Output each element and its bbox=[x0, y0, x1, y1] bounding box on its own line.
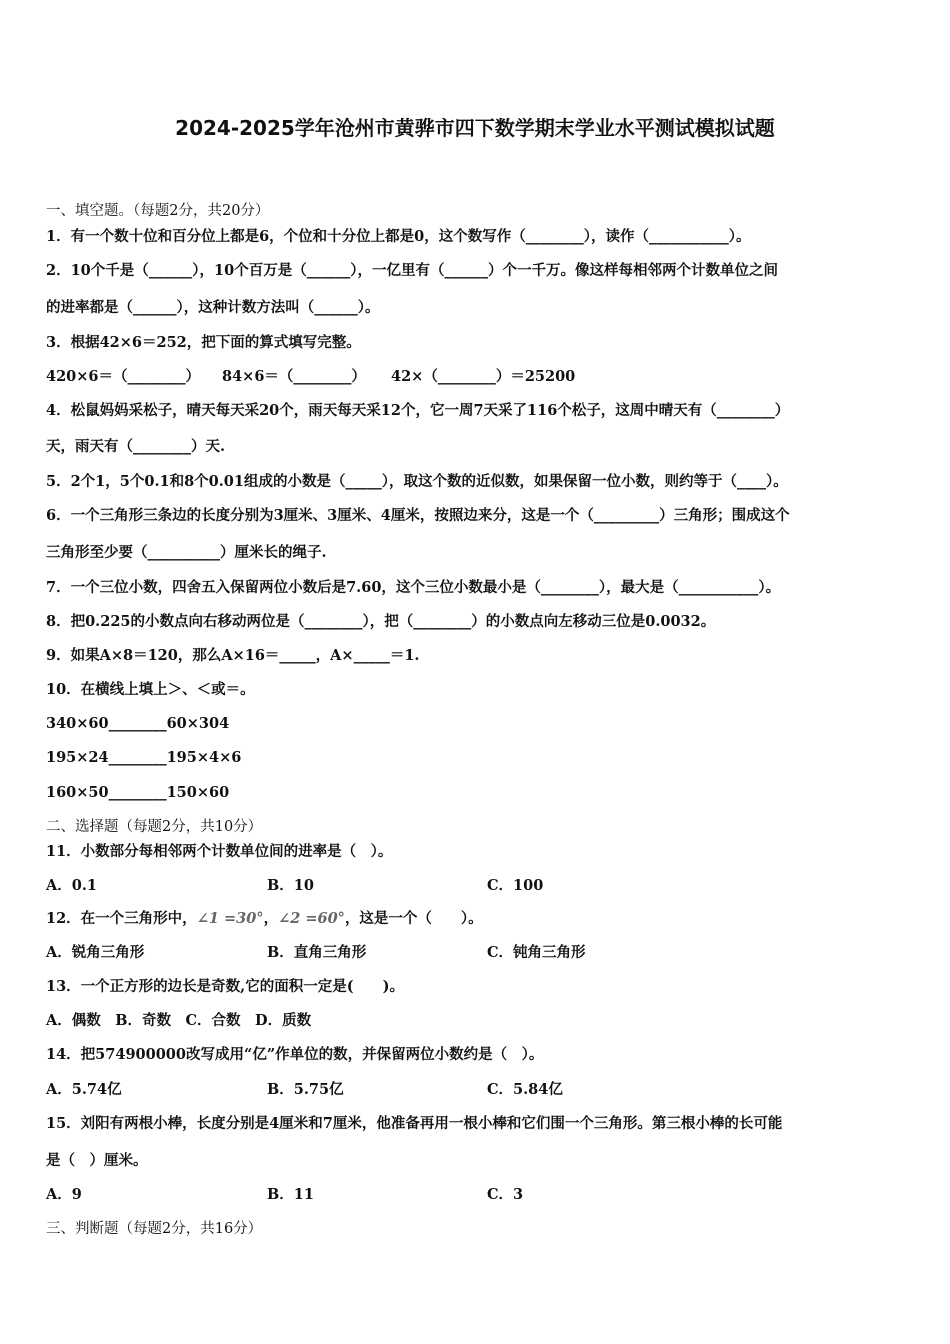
question-9: 9．如果A×8＝120，那么A×16＝_____，A×_____＝1. bbox=[46, 647, 420, 664]
question-10-item: 160×50________150×60 bbox=[46, 784, 230, 801]
question-10-item: 340×60________60×304 bbox=[46, 715, 230, 732]
option-c: C．3 bbox=[487, 1186, 524, 1203]
option-b: B．10 bbox=[267, 877, 314, 894]
question-12-text-end: ，这是一个（ ）。 bbox=[344, 910, 483, 927]
question-15-line-1: 15．刘阳有两根小棒，长度分别是4厘米和7厘米，他准备再用一根小棒和它们围一个三角形。第三根小棒的长可能 bbox=[46, 1115, 783, 1132]
option-c: C．100 bbox=[487, 877, 544, 894]
question-13: 13．一个正方形的边长是奇数,它的面积一定是( )。 bbox=[46, 978, 404, 995]
question-7: 7．一个三位小数，四舍五入保留两位小数后是7.60，这个三位小数最小是（________），最大是（___________）。 bbox=[46, 579, 781, 596]
question-2-line-2: 的进率都是（______），这种计数方法叫（______）。 bbox=[46, 299, 380, 316]
question-2-line-1: 2．10个千是（______），10个百万是（______），一亿里有（______）个一千万。像这样每相邻两个计数单位之间 bbox=[46, 262, 778, 279]
question-14: 14．把574900000改写成用“亿”作单位的数，并保留两位小数约是（ ）。 bbox=[46, 1046, 544, 1063]
option-c: C．5.84亿 bbox=[487, 1081, 563, 1098]
question-4-line-2: 天，雨天有（________）天. bbox=[46, 438, 226, 455]
question-12 bbox=[46, 909, 483, 929]
question-12-text: 12．在一个三角形中， bbox=[46, 910, 197, 927]
option-a: A．锐角三角形 bbox=[46, 944, 145, 961]
question-1: 1．有一个数十位和百分位上都是6，个位和十分位上都是0，这个数写作（________），读作（___________）。 bbox=[46, 228, 751, 245]
question-6-line-2: 三角形至少要（__________）厘米长的绳子. bbox=[46, 544, 327, 561]
section-heading-multiple-choice: 二、选择题（每题2分，共10分） bbox=[46, 819, 263, 835]
question-3-item: 420×6＝（________） bbox=[46, 368, 201, 385]
question-10-item: 195×24________195×4×6 bbox=[46, 749, 242, 766]
option-b: B．5.75亿 bbox=[267, 1081, 344, 1098]
page-title: 2024-2025学年沧州市黄骅市四下数学期末学业水平测试模拟试题 bbox=[175, 116, 775, 140]
option-a: A．9 bbox=[46, 1186, 82, 1203]
question-12-separator: ， bbox=[263, 910, 279, 927]
question-13-options: A．偶数 B．奇数 C．合数 D．质数 bbox=[46, 1012, 312, 1029]
angle-1-formula: ∠1 =30° bbox=[196, 910, 264, 927]
question-3-item: 84×6＝（________） bbox=[222, 368, 366, 385]
question-6-line-1: 6．一个三角形三条边的长度分别为3厘米、3厘米、4厘米，按照边来分，这是一个（_________）三角形；围成这个 bbox=[46, 507, 790, 524]
section-heading-fill-blank: 一、填空题。（每题2分，共20分） bbox=[46, 203, 270, 219]
question-4-line-1: 4．松鼠妈妈采松子，晴天每天采20个，雨天每天采12个，它一周7天采了116个松子，这周中晴天有（________） bbox=[46, 402, 790, 419]
question-15-line-2: 是（ ）厘米。 bbox=[46, 1152, 148, 1169]
question-3: 3．根据42×6＝252，把下面的算式填写完整。 bbox=[46, 334, 361, 351]
option-a: A．0.1 bbox=[46, 877, 97, 894]
question-3-item: 42×（________）＝25200 bbox=[391, 368, 576, 385]
section-heading-true-false: 三、判断题（每题2分，共16分） bbox=[46, 1221, 263, 1237]
option-c: C．钝角三角形 bbox=[487, 944, 586, 961]
option-a: A．5.74亿 bbox=[46, 1081, 122, 1098]
option-b: B．11 bbox=[267, 1186, 314, 1203]
angle-2-formula: ∠2 =60° bbox=[278, 910, 345, 927]
question-10: 10．在横线上填上＞、＜或＝。 bbox=[46, 681, 255, 698]
question-5: 5．2个1，5个0.1和8个0.01组成的小数是（_____），取这个数的近似数，如果保留一位小数，则约等于（____）。 bbox=[46, 473, 788, 490]
question-8: 8．把0.225的小数点向右移动两位是（________），把（________）的小数点向左移动三位是0.0032。 bbox=[46, 613, 716, 630]
question-11: 11．小数部分每相邻两个计数单位间的进率是（ ）。 bbox=[46, 843, 393, 860]
option-b: B．直角三角形 bbox=[267, 944, 367, 961]
